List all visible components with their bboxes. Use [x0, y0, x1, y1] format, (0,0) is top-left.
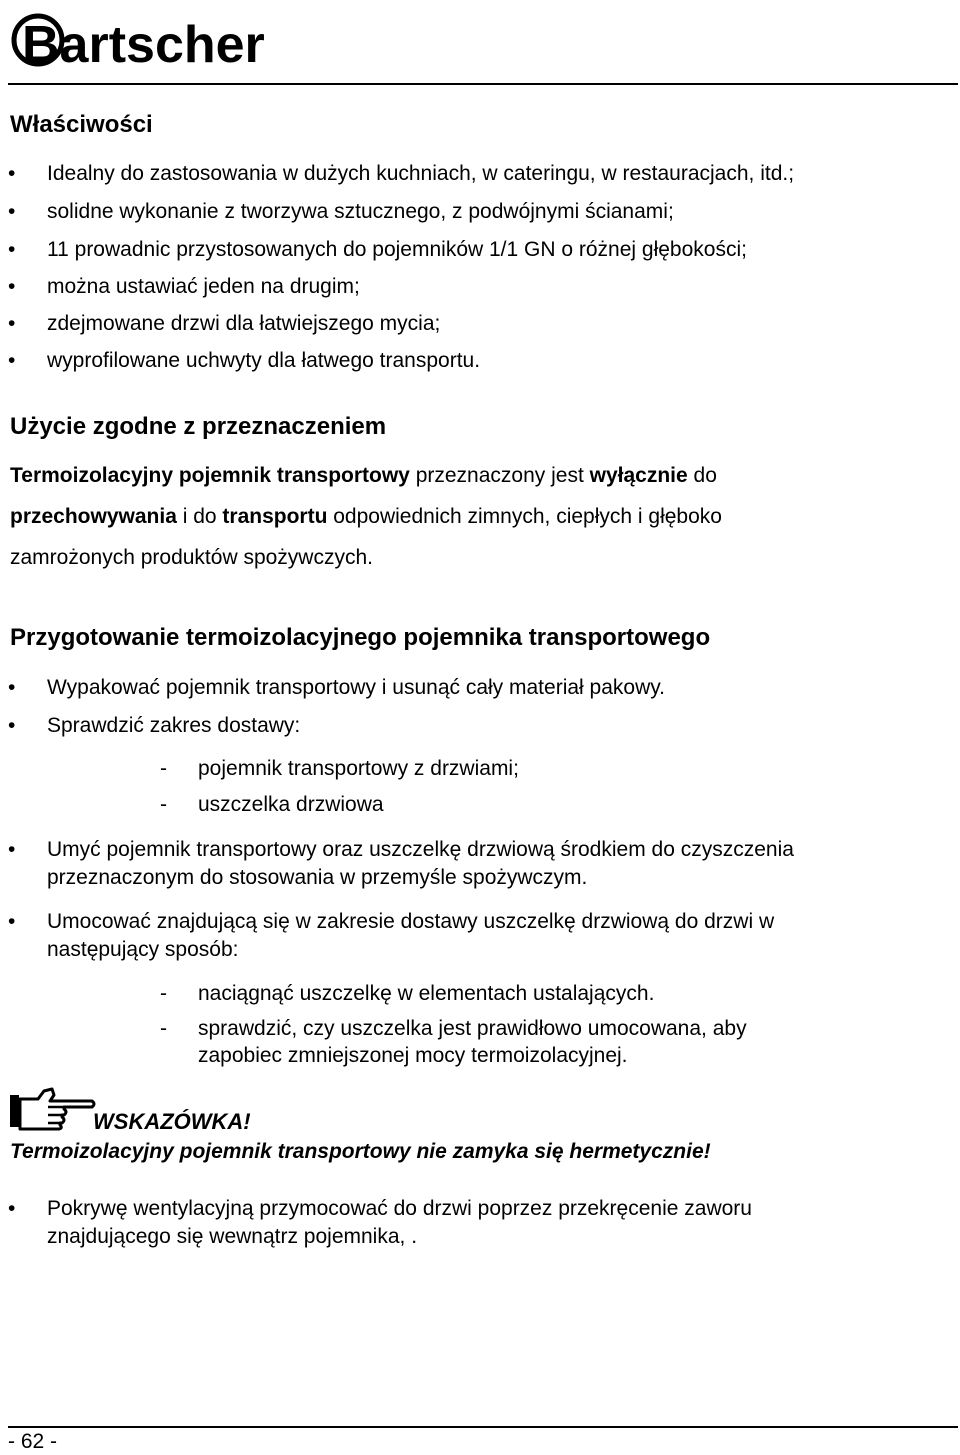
intended-use-text-2: do: [687, 464, 717, 487]
note-title: WSKAZÓWKA!: [93, 1109, 251, 1134]
list-item-line: znajdującego się wewnątrz pojemnika, .: [47, 1225, 418, 1248]
intended-use-text-4: odpowiednich zimnych, ciepłych i głęboko: [327, 505, 722, 528]
dash: -: [160, 1017, 167, 1040]
page-number: - 62 -: [8, 1430, 58, 1453]
intended-use-text-1: przeznaczony jest: [409, 464, 590, 487]
bullet: •: [8, 312, 16, 335]
list-item: Wypakować pojemnik transportowy i usunąć cały materiał pakowy.: [47, 676, 666, 699]
brand-name: Bartscher: [22, 16, 265, 74]
dash: -: [160, 757, 167, 780]
intended-use-line-1: [10, 465, 717, 486]
bullet: •: [8, 162, 16, 185]
dash: -: [160, 793, 167, 816]
list-item: wyprofilowane uchwyty dla łatwego transportu.: [47, 349, 481, 372]
bullet: •: [8, 200, 16, 223]
intended-use-bold-3: przechowywania: [10, 505, 177, 528]
list-item-line: Umyć pojemnik transportowy oraz uszczelkę drzwiową środkiem do czyszczenia: [47, 838, 794, 861]
list-item: można ustawiać jeden na drugim;: [47, 275, 360, 298]
bullet: •: [8, 676, 16, 699]
pointing-hand-icon: [8, 1085, 96, 1131]
heading-intended-use: Użycie zgodne z przeznaczeniem: [10, 413, 387, 440]
intended-use-line-3: zamrożonych produktów spożywczych.: [10, 546, 373, 569]
bartscher-logo: [8, 2, 265, 74]
intended-use-text-3: i do: [176, 505, 223, 528]
heading-properties: Właściwości: [10, 111, 153, 138]
list-item-line: Pokrywę wentylacyjną przymocować do drzwi poprzez przekręcenie zaworu: [47, 1197, 752, 1220]
intended-use-line-2: [10, 506, 722, 527]
footer-rule: [8, 1426, 958, 1428]
bullet: •: [8, 238, 16, 261]
bullet: •: [8, 838, 16, 861]
step-item: naciągnąć uszczelkę w elementach ustalających.: [198, 982, 655, 1005]
list-item-line: Umocować znajdującą się w zakresie dostawy uszczelkę drzwiową do drzwi w: [47, 910, 775, 933]
header-rule: [8, 83, 958, 85]
step-item-line: zapobiec zmniejszonej mocy termoizolacyjnej.: [198, 1044, 628, 1067]
list-item: Sprawdzić zakres dostawy:: [47, 714, 301, 737]
list-item: zdejmowane drzwi dla łatwiejszego mycia;: [47, 312, 441, 335]
bullet: •: [8, 349, 16, 372]
delivery-item: uszczelka drzwiowa: [198, 793, 384, 816]
delivery-item: pojemnik transportowy z drzwiami;: [198, 757, 519, 780]
step-item-line: sprawdzić, czy uszczelka jest prawidłowo umocowana, aby: [198, 1017, 747, 1040]
dash: -: [160, 982, 167, 1005]
list-item: Idealny do zastosowania w dużych kuchniach, w cateringu, w restauracjach, itd.;: [47, 162, 795, 185]
intended-use-bold-4: transportu: [222, 505, 328, 528]
intended-use-bold-2: wyłącznie: [589, 464, 688, 487]
list-item-line: następujący sposób:: [47, 938, 239, 961]
bullet: •: [8, 910, 16, 933]
list-item-line: przeznaczonym do stosowania w przemyśle spożywczym.: [47, 866, 588, 889]
list-item: solidne wykonanie z tworzywa sztucznego, z podwójnymi ścianami;: [47, 200, 674, 223]
bullet: •: [8, 714, 16, 737]
bullet: •: [8, 275, 16, 298]
intended-use-bold-1: Termoizolacyjny pojemnik transportowy: [10, 464, 410, 487]
list-item: 11 prowadnic przystosowanych do pojemników 1/1 GN o różnej głębokości;: [47, 238, 747, 261]
note-text: Termoizolacyjny pojemnik transportowy nie zamyka się hermetycznie!: [10, 1140, 711, 1163]
bullet: •: [8, 1197, 16, 1220]
heading-preparation: Przygotowanie termoizolacyjnego pojemnika transportowego: [10, 624, 711, 651]
